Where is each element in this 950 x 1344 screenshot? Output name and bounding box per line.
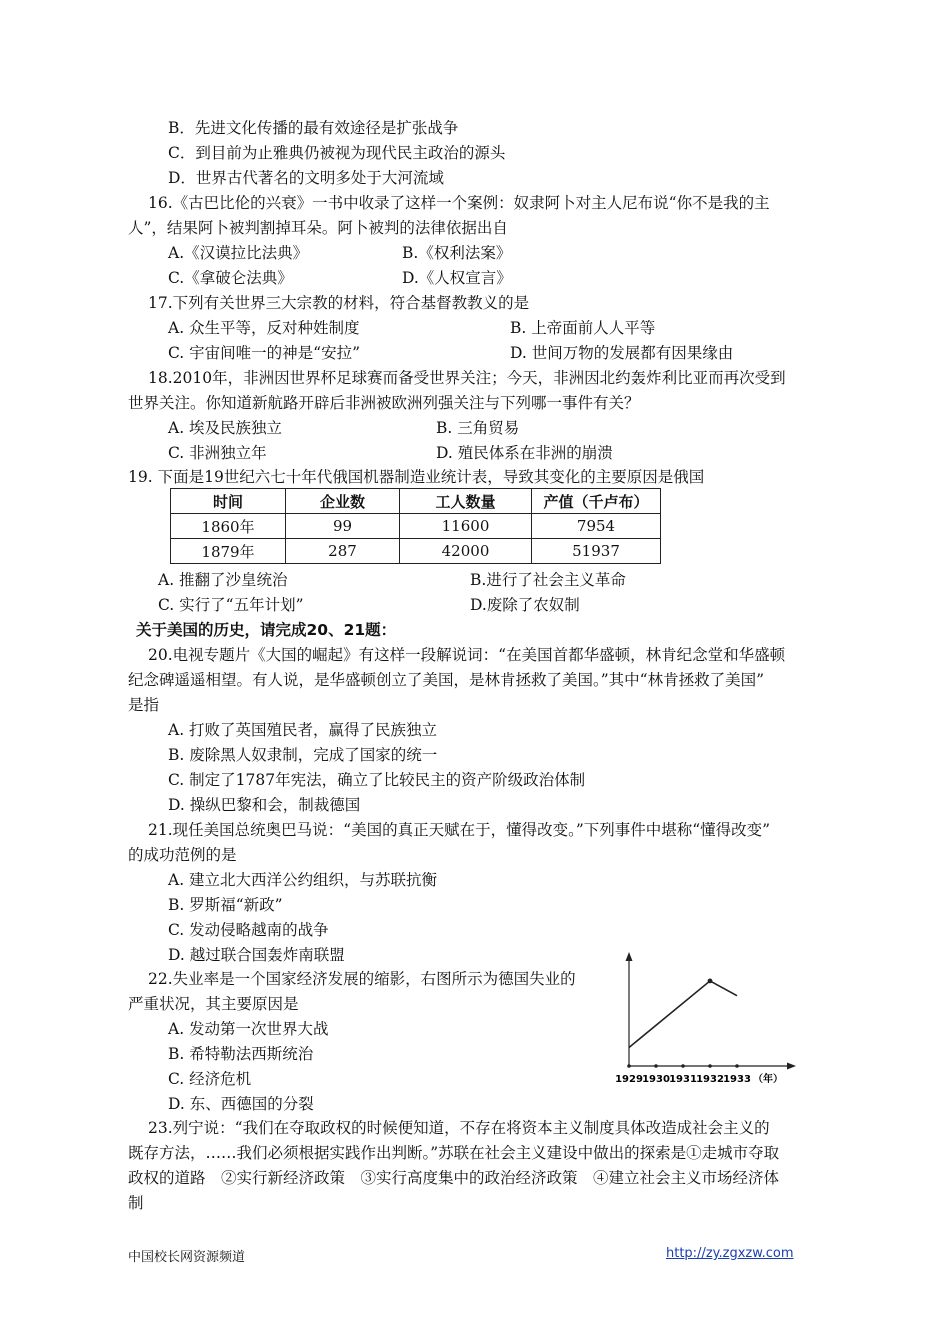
x-tick-label: 1930 bbox=[642, 1074, 670, 1085]
q18-stem-line1: 18.2010年，非洲因世界杯足球赛而备受世界关注；今天，非洲因北约轰炸利比亚而再次受到 bbox=[148, 369, 786, 387]
q23-stem-line2: 既存方法，……我们必须根据实践作出判断。”苏联在社会主义建设中做出的探索是①走城市夺取 bbox=[128, 1144, 780, 1162]
footer-link[interactable]: http://zy.zgxzw.com bbox=[666, 1246, 794, 1261]
q22-stem-line1: 22.失业率是一个国家经济发展的缩影，右图所示为德国失业的 bbox=[148, 970, 576, 988]
q21-stem-line2: 的成功范例的是 bbox=[128, 846, 237, 864]
x-tick-label: 1933 bbox=[723, 1074, 751, 1085]
q19-option-a: A. 推翻了沙皇统治 bbox=[158, 571, 288, 589]
q21-option-a: A. 建立北大西洋公约组织，与苏联抗衡 bbox=[168, 871, 438, 889]
us-history-heading: 关于美国的历史，请完成20、21题： bbox=[136, 621, 397, 639]
table-header-row bbox=[171, 489, 661, 514]
q23-stem-line3: 政权的道路 ②实行新经济政策 ③实行高度集中的政治经济政策 ④建立社会主义市场经济体 bbox=[128, 1169, 780, 1187]
table-header-cell: 时间 bbox=[171, 489, 286, 514]
x-tick bbox=[735, 1064, 739, 1068]
table-header-cell: 工人数量 bbox=[400, 489, 532, 514]
x-tick bbox=[681, 1064, 685, 1068]
table-row bbox=[171, 539, 661, 564]
q15-option-d: D．世界古代著名的文明多处于大河流域 bbox=[168, 169, 444, 187]
x-tick-label: 1929 bbox=[615, 1074, 643, 1085]
table-cell: 51937 bbox=[532, 539, 661, 564]
q16-option-c: C.《拿破仑法典》 bbox=[168, 269, 293, 287]
q20-stem-line3: 是指 bbox=[128, 696, 160, 714]
q16-option-b: B.《权利法案》 bbox=[402, 244, 512, 262]
q21-option-d: D. 越过联合国轰炸南联盟 bbox=[168, 946, 345, 964]
q18-option-d: D. 殖民体系在非洲的崩溃 bbox=[436, 444, 613, 462]
q18-option-b: B. 三角贸易 bbox=[436, 419, 520, 437]
q18-option-a: A. 埃及民族独立 bbox=[168, 419, 283, 437]
table-cell: 11600 bbox=[400, 514, 532, 539]
table-header-cell: 产值（千卢布） bbox=[532, 489, 661, 514]
x-tick-label: 1931 bbox=[669, 1074, 697, 1085]
q16-stem-line1: 16.《古巴比伦的兴衰》一书中收录了这样一个案例：奴隶阿卜对主人尼布说“你不是我的主 bbox=[148, 194, 770, 212]
q15-option-c: C．到目前为止雅典仍被视为现代民主政治的源头 bbox=[168, 144, 506, 162]
q17-option-b: B. 上帝面前人人平等 bbox=[510, 319, 656, 337]
q23-stem-line4: 制 bbox=[128, 1194, 144, 1212]
table-cell: 287 bbox=[286, 539, 400, 564]
q16-option-d: D.《人权宣言》 bbox=[402, 269, 512, 287]
q16-option-a: A.《汉谟拉比法典》 bbox=[168, 244, 309, 262]
q23-stem-line1: 23.列宁说：“我们在夺取政权的时候便知道，不存在将资本主义制度具体改造成社会主义的 bbox=[148, 1119, 770, 1137]
q19-stats-table bbox=[170, 488, 661, 564]
data-point bbox=[708, 979, 713, 984]
x-axis-unit-label: （年） bbox=[753, 1074, 783, 1085]
table-cell: 42000 bbox=[400, 539, 532, 564]
x-tick bbox=[654, 1064, 658, 1068]
table-header-cell: 企业数 bbox=[286, 489, 400, 514]
x-tick-label: 1932 bbox=[696, 1074, 724, 1085]
q19-option-b: B.进行了社会主义革命 bbox=[470, 571, 626, 589]
q15-option-b: B．先进文化传播的最有效途径是扩张战争 bbox=[168, 119, 459, 137]
q22-option-d: D. 东、西德国的分裂 bbox=[168, 1095, 314, 1113]
q16-stem-line2: 人”，结果阿卜被判割掉耳朵。阿卜被判的法律依据出自 bbox=[128, 219, 508, 237]
q20-option-a: A. 打败了英国殖民者，赢得了民族独立 bbox=[168, 721, 438, 739]
q18-stem-line2: 世界关注。你知道新航路开辟后非洲被欧洲列强关注与下列哪一事件有关？ bbox=[128, 394, 640, 412]
q17-option-c: C. 宇宙间唯一的神是“安拉” bbox=[168, 344, 361, 362]
q20-stem-line1: 20.电视专题片《大国的崛起》有这样一段解说词：“在美国首都华盛顿，林肯纪念堂和华盛顿 bbox=[148, 646, 786, 664]
q17-option-a: A. 众生平等，反对种姓制度 bbox=[168, 319, 360, 337]
q21-option-b: B. 罗斯福“新政” bbox=[168, 896, 283, 914]
table-cell: 99 bbox=[286, 514, 400, 539]
x-tick bbox=[627, 1064, 631, 1068]
q17-option-d: D. 世间万物的发展都有因果缘由 bbox=[510, 344, 734, 362]
q22-option-b: B. 希特勒法西斯统治 bbox=[168, 1045, 314, 1063]
q22-option-a: A. 发动第一次世界大战 bbox=[168, 1020, 329, 1038]
table-cell: 1879年 bbox=[171, 539, 286, 564]
q19-option-c: C. 实行了“五年计划” bbox=[158, 596, 304, 614]
q20-stem-line2: 纪念碑遥遥相望。有人说，是华盛顿创立了美国，是林肯拯救了美国。”其中“林肯拯救了美国” bbox=[128, 671, 765, 689]
q22-stem-line2: 严重状况，其主要原因是 bbox=[128, 995, 299, 1013]
table-cell: 1860年 bbox=[171, 514, 286, 539]
q20-option-b: B. 废除黑人奴隶制，完成了国家的统一 bbox=[168, 746, 438, 764]
q21-option-c: C. 发动侵略越南的战争 bbox=[168, 921, 329, 939]
q18-option-c: C. 非洲独立年 bbox=[168, 444, 267, 462]
table-row bbox=[171, 514, 661, 539]
q17-stem: 17.下列有关世界三大宗教的材料，符合基督教教义的是 bbox=[148, 294, 530, 312]
table-cell: 7954 bbox=[532, 514, 661, 539]
q21-stem-line1: 21.现任美国总统奥巴马说：“美国的真正天赋在于，懂得改变。”下列事件中堪称“懂得改变” bbox=[148, 821, 771, 839]
unemployment-line-chart bbox=[608, 950, 808, 1086]
q20-option-c: C. 制定了1787年宪法，确立了比较民主的资产阶级政治体制 bbox=[168, 771, 586, 789]
x-tick bbox=[708, 1064, 712, 1068]
footer-source: 中国校长网资源频道 bbox=[128, 1250, 246, 1265]
series-line bbox=[629, 981, 737, 1048]
y-axis-arrow bbox=[626, 952, 633, 961]
q19-option-d: D.废除了农奴制 bbox=[470, 596, 580, 614]
x-axis-arrow bbox=[787, 1063, 796, 1070]
q20-option-d: D. 操纵巴黎和会，制裁德国 bbox=[168, 796, 361, 814]
q19-stem: 19. 下面是19世纪六七十年代俄国机器制造业统计表，导致其变化的主要原因是俄国 bbox=[128, 468, 705, 486]
q22-option-c: C. 经济危机 bbox=[168, 1070, 252, 1088]
